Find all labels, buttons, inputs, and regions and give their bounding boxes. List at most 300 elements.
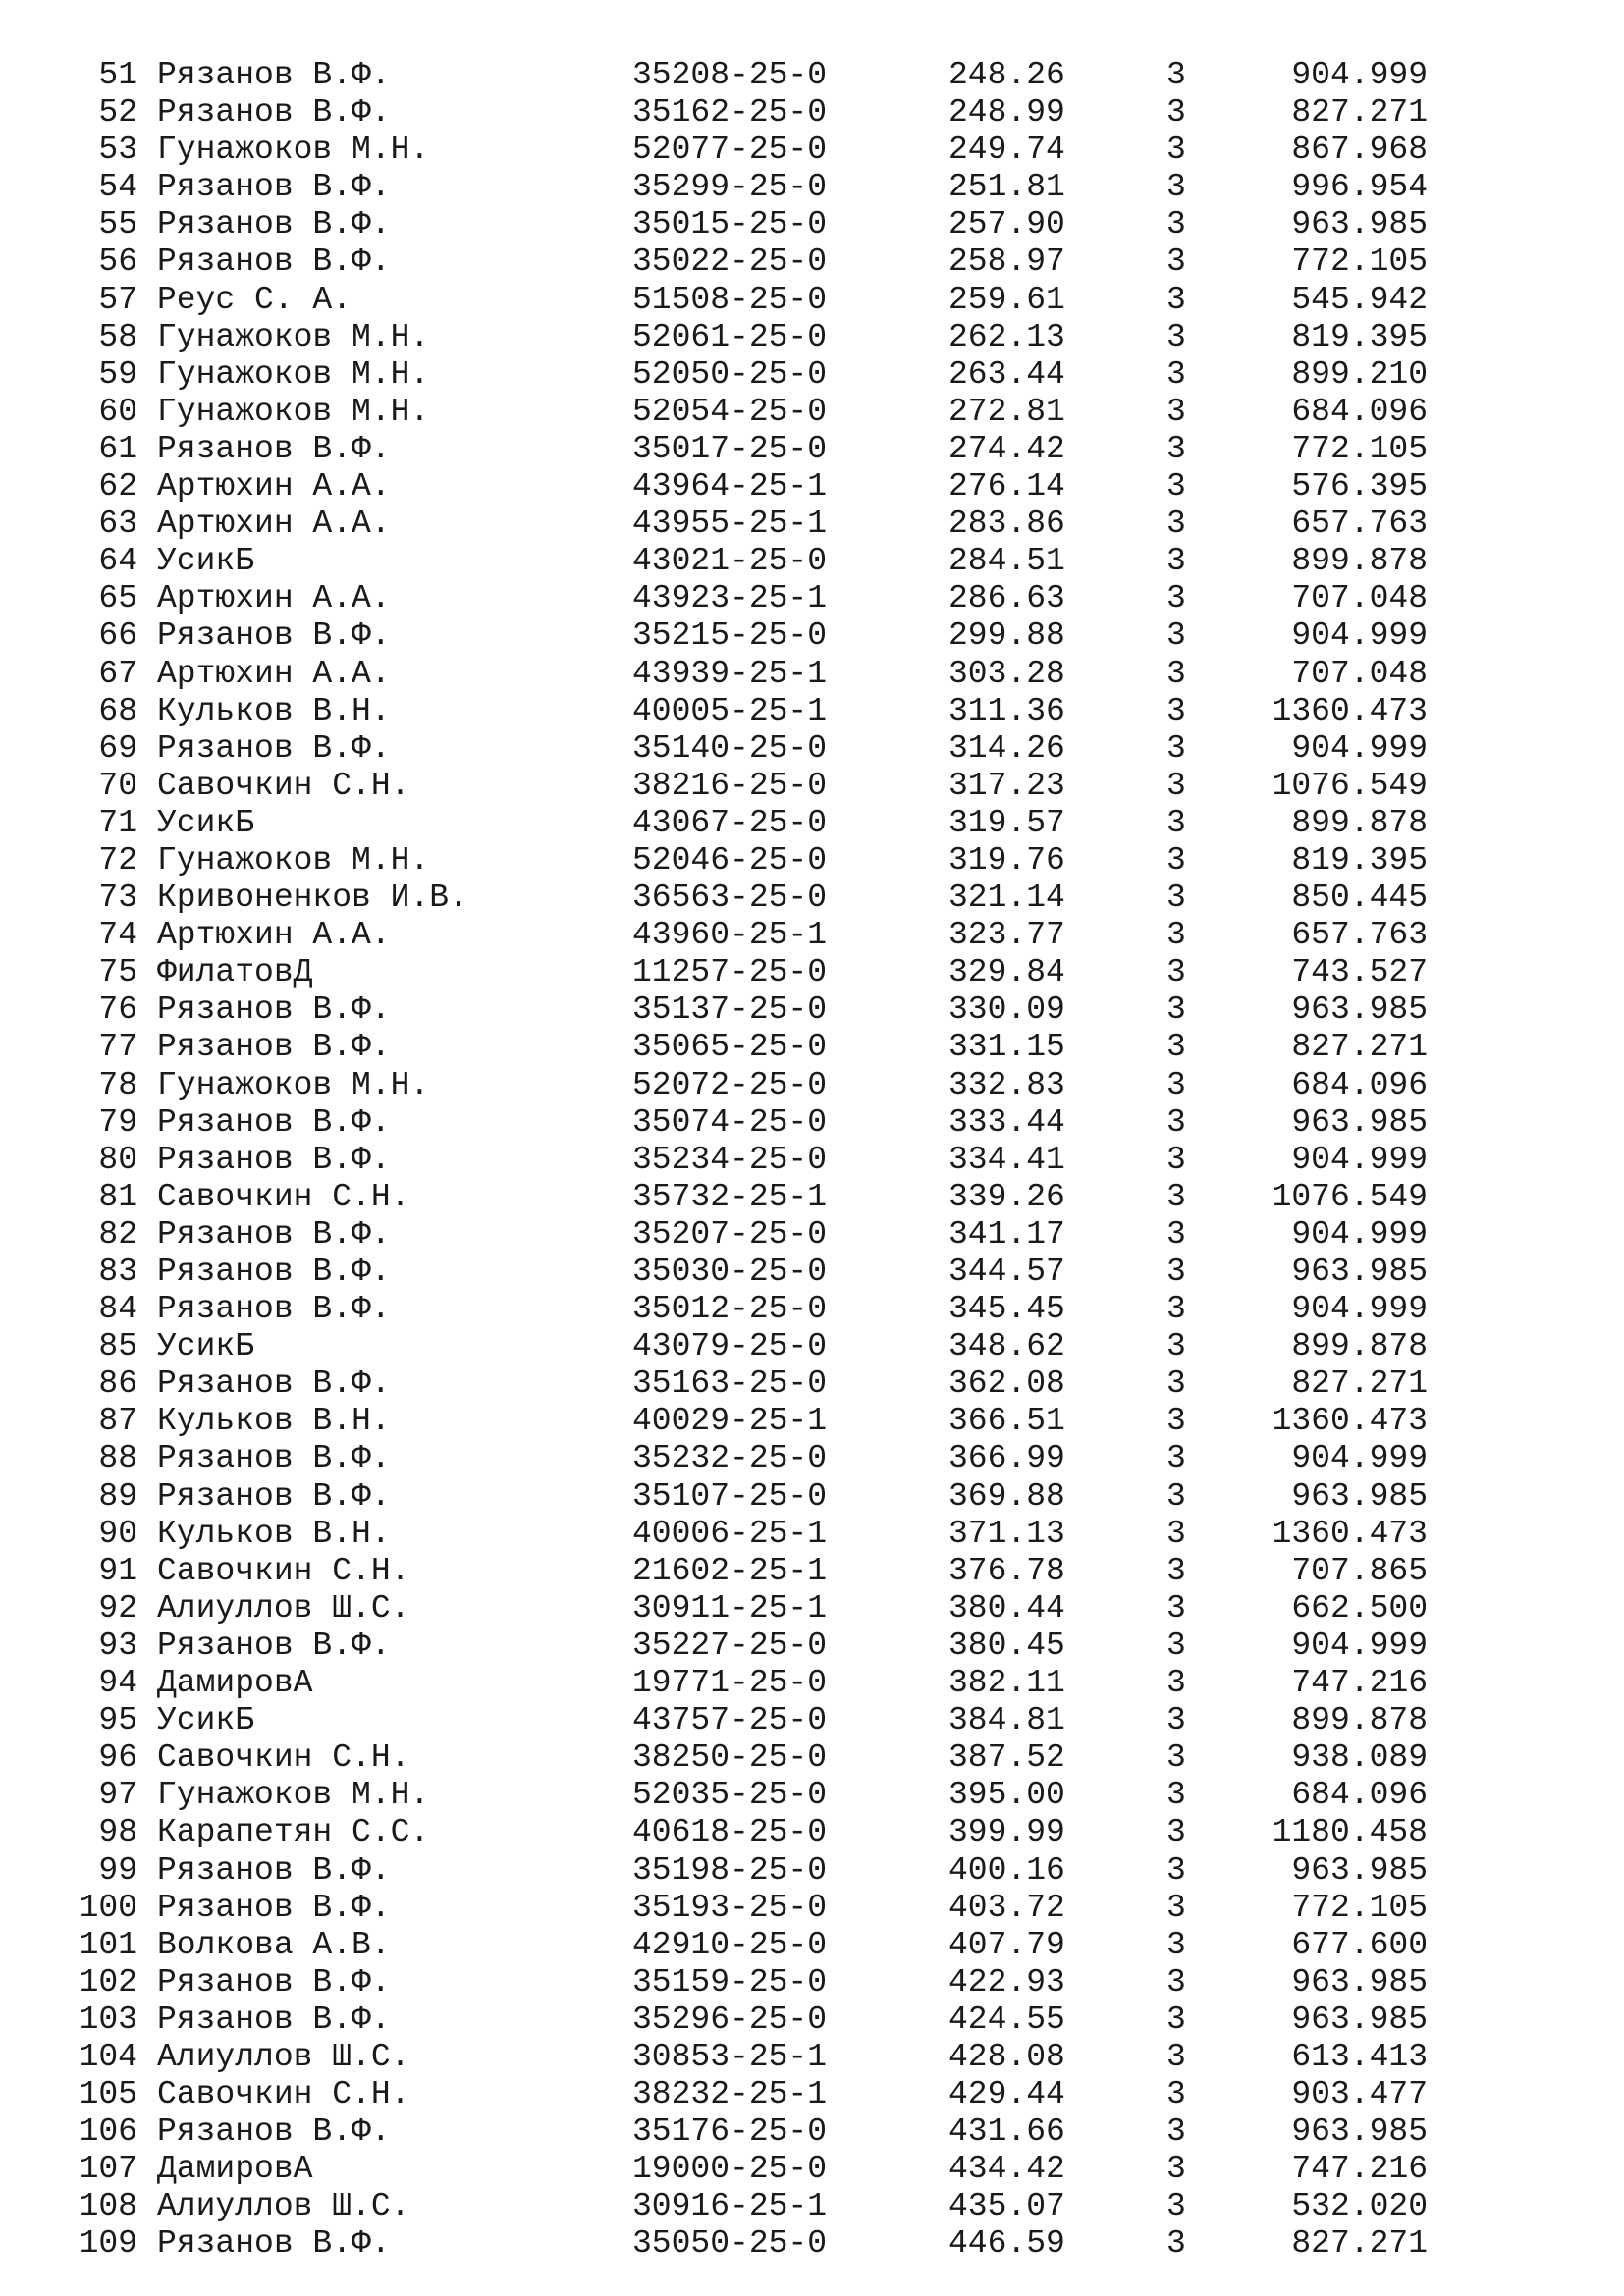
participant-name: УсикБ xyxy=(157,543,255,580)
results-table xyxy=(0,57,1624,2264)
row-number: 55 xyxy=(98,206,137,243)
participant-name: Рязанов В.Ф. xyxy=(157,1440,391,1477)
record-code: 35296-25-0 xyxy=(632,2001,828,2038)
class-value: 3 xyxy=(1166,243,1186,281)
result-value: 283.86 xyxy=(948,506,1065,543)
table-row xyxy=(0,991,1624,1029)
class-value: 3 xyxy=(1166,1254,1186,1290)
record-code: 43939-25-1 xyxy=(632,655,828,692)
class-value: 3 xyxy=(1166,991,1186,1029)
participant-name: Рязанов В.Ф. xyxy=(157,1141,391,1178)
participant-name: Гунажоков М.Н. xyxy=(157,355,430,393)
amount-value: 827.271 xyxy=(1291,1365,1428,1403)
result-value: 331.15 xyxy=(948,1029,1065,1066)
row-number: 87 xyxy=(98,1403,137,1440)
amount-value: 904.999 xyxy=(1291,729,1428,767)
record-code: 35137-25-0 xyxy=(632,991,828,1029)
table-row xyxy=(0,1216,1624,1254)
result-value: 424.55 xyxy=(948,2001,1065,2038)
row-number: 65 xyxy=(98,580,137,617)
table-row xyxy=(0,543,1624,580)
participant-name: Рязанов В.Ф. xyxy=(157,169,391,206)
amount-value: 963.985 xyxy=(1291,1254,1428,1290)
row-number: 92 xyxy=(98,1589,137,1627)
table-row xyxy=(0,768,1624,805)
result-value: 314.26 xyxy=(948,729,1065,767)
row-number: 53 xyxy=(98,132,137,169)
record-code: 35193-25-0 xyxy=(632,1889,828,1926)
result-value: 407.79 xyxy=(948,1926,1065,1963)
record-code: 43757-25-0 xyxy=(632,1702,828,1739)
table-row xyxy=(0,1702,1624,1739)
table-row xyxy=(0,1291,1624,1328)
amount-value: 899.210 xyxy=(1291,355,1428,393)
table-row xyxy=(0,1739,1624,1777)
participant-name: Савочкин С.Н. xyxy=(157,1178,410,1215)
result-value: 317.23 xyxy=(948,767,1065,804)
record-code: 35208-25-0 xyxy=(632,57,828,93)
class-value: 3 xyxy=(1166,1178,1186,1215)
amount-value: 532.020 xyxy=(1291,2188,1428,2225)
amount-value: 963.985 xyxy=(1291,2113,1428,2151)
record-code: 36563-25-0 xyxy=(632,880,828,917)
participant-name: Кульков В.Н. xyxy=(157,692,391,729)
record-code: 52054-25-0 xyxy=(632,393,828,430)
result-value: 263.44 xyxy=(948,355,1065,393)
result-value: 259.61 xyxy=(948,281,1065,318)
record-code: 21602-25-1 xyxy=(632,1552,828,1589)
amount-value: 904.999 xyxy=(1291,57,1428,93)
amount-value: 545.942 xyxy=(1291,281,1428,318)
result-value: 319.57 xyxy=(948,804,1065,841)
participant-name: Рязанов В.Ф. xyxy=(157,94,391,132)
record-code: 52061-25-0 xyxy=(632,318,828,355)
record-code: 35234-25-0 xyxy=(632,1141,828,1178)
amount-value: 684.096 xyxy=(1291,393,1428,430)
table-row xyxy=(0,1067,1624,1104)
record-code: 43964-25-1 xyxy=(632,468,828,506)
row-number: 106 xyxy=(79,2113,137,2151)
table-row xyxy=(0,805,1624,842)
amount-value: 707.048 xyxy=(1291,655,1428,692)
record-code: 35050-25-0 xyxy=(632,2225,828,2263)
table-row xyxy=(0,1029,1624,1066)
table-row xyxy=(0,1142,1624,1179)
row-number: 86 xyxy=(98,1365,137,1403)
class-value: 3 xyxy=(1166,1702,1186,1739)
table-row xyxy=(0,2002,1624,2039)
result-value: 334.41 xyxy=(948,1141,1065,1178)
participant-name: Рязанов В.Ф. xyxy=(157,1477,391,1515)
record-code: 43079-25-0 xyxy=(632,1328,828,1365)
amount-value: 747.216 xyxy=(1291,1665,1428,1702)
participant-name: Савочкин С.Н. xyxy=(157,2076,410,2113)
class-value: 3 xyxy=(1166,1889,1186,1926)
record-code: 51508-25-0 xyxy=(632,281,828,318)
record-code: 40029-25-1 xyxy=(632,1403,828,1440)
participant-name: Гунажоков М.Н. xyxy=(157,393,430,430)
class-value: 3 xyxy=(1166,580,1186,617)
table-row xyxy=(0,2113,1624,2151)
class-value: 3 xyxy=(1166,804,1186,841)
record-code: 43021-25-0 xyxy=(632,543,828,580)
result-value: 434.42 xyxy=(948,2151,1065,2188)
record-code: 38250-25-0 xyxy=(632,1739,828,1777)
record-code: 52046-25-0 xyxy=(632,841,828,879)
class-value: 3 xyxy=(1166,1589,1186,1627)
participant-name: Рязанов В.Ф. xyxy=(157,243,391,281)
table-row xyxy=(0,243,1624,281)
table-row xyxy=(0,1890,1624,1927)
participant-name: Рязанов В.Ф. xyxy=(157,729,391,767)
amount-value: 904.999 xyxy=(1291,1141,1428,1178)
record-code: 43923-25-1 xyxy=(632,580,828,617)
record-code: 30916-25-1 xyxy=(632,2188,828,2225)
amount-value: 1076.549 xyxy=(1272,1178,1428,1215)
class-value: 3 xyxy=(1166,1403,1186,1440)
record-code: 40618-25-0 xyxy=(632,1814,828,1851)
table-row xyxy=(0,580,1624,617)
class-value: 3 xyxy=(1166,1477,1186,1515)
result-value: 323.77 xyxy=(948,917,1065,954)
class-value: 3 xyxy=(1166,1103,1186,1141)
row-number: 91 xyxy=(98,1552,137,1589)
table-row xyxy=(0,1628,1624,1665)
row-number: 97 xyxy=(98,1777,137,1814)
result-value: 371.13 xyxy=(948,1515,1065,1552)
row-number: 108 xyxy=(79,2188,137,2225)
amount-value: 996.954 xyxy=(1291,169,1428,206)
class-value: 3 xyxy=(1166,57,1186,93)
result-value: 272.81 xyxy=(948,393,1065,430)
participant-name: Артюхин А.А. xyxy=(157,506,391,543)
row-number: 109 xyxy=(79,2225,137,2263)
table-row xyxy=(0,880,1624,917)
record-code: 35232-25-0 xyxy=(632,1440,828,1477)
class-value: 3 xyxy=(1166,1215,1186,1253)
record-code: 35017-25-0 xyxy=(632,430,828,467)
class-value: 3 xyxy=(1166,355,1186,393)
participant-name: Реус С. А. xyxy=(157,281,352,318)
row-number: 59 xyxy=(98,355,137,393)
participant-name: Рязанов В.Ф. xyxy=(157,1851,391,1889)
result-value: 276.14 xyxy=(948,468,1065,506)
row-number: 73 xyxy=(98,880,137,917)
row-number: 85 xyxy=(98,1328,137,1365)
class-value: 3 xyxy=(1166,1851,1186,1889)
result-value: 332.83 xyxy=(948,1066,1065,1103)
result-value: 431.66 xyxy=(948,2113,1065,2151)
result-value: 376.78 xyxy=(948,1552,1065,1589)
table-row xyxy=(0,2151,1624,2188)
table-row xyxy=(0,1254,1624,1291)
row-number: 98 xyxy=(98,1814,137,1851)
amount-value: 850.445 xyxy=(1291,880,1428,917)
record-code: 40005-25-1 xyxy=(632,692,828,729)
table-row xyxy=(0,2076,1624,2113)
result-value: 341.17 xyxy=(948,1215,1065,1253)
row-number: 57 xyxy=(98,281,137,318)
participant-name: Кульков В.Н. xyxy=(157,1403,391,1440)
record-code: 19771-25-0 xyxy=(632,1665,828,1702)
record-code: 35140-25-0 xyxy=(632,729,828,767)
amount-value: 743.527 xyxy=(1291,954,1428,991)
participant-name: УсикБ xyxy=(157,1328,255,1365)
record-code: 42910-25-0 xyxy=(632,1926,828,1963)
class-value: 3 xyxy=(1166,393,1186,430)
class-value: 3 xyxy=(1166,132,1186,169)
amount-value: 963.985 xyxy=(1291,2001,1428,2038)
class-value: 3 xyxy=(1166,1926,1186,1963)
record-code: 35215-25-0 xyxy=(632,617,828,655)
class-value: 3 xyxy=(1166,841,1186,879)
participant-name: Рязанов В.Ф. xyxy=(157,2225,391,2263)
table-row xyxy=(0,356,1624,394)
participant-name: Алиуллов Ш.С. xyxy=(157,1589,410,1627)
class-value: 3 xyxy=(1166,655,1186,692)
amount-value: 1360.473 xyxy=(1272,1515,1428,1552)
result-value: 422.93 xyxy=(948,1963,1065,2001)
result-value: 403.72 xyxy=(948,1889,1065,1926)
result-value: 382.11 xyxy=(948,1665,1065,1702)
result-value: 333.44 xyxy=(948,1103,1065,1141)
row-number: 52 xyxy=(98,94,137,132)
table-row xyxy=(0,1927,1624,1964)
class-value: 3 xyxy=(1166,543,1186,580)
class-value: 3 xyxy=(1166,729,1186,767)
table-row xyxy=(0,169,1624,206)
row-number: 70 xyxy=(98,767,137,804)
table-row xyxy=(0,2039,1624,2076)
class-value: 3 xyxy=(1166,1029,1186,1066)
table-row xyxy=(0,206,1624,243)
result-value: 344.57 xyxy=(948,1254,1065,1290)
amount-value: 899.878 xyxy=(1291,1702,1428,1739)
amount-value: 657.763 xyxy=(1291,917,1428,954)
result-value: 248.99 xyxy=(948,94,1065,132)
class-value: 3 xyxy=(1166,506,1186,543)
row-number: 93 xyxy=(98,1627,137,1664)
table-row xyxy=(0,1665,1624,1702)
participant-name: Рязанов В.Ф. xyxy=(157,2113,391,2151)
class-value: 3 xyxy=(1166,1665,1186,1702)
record-code: 35159-25-0 xyxy=(632,1963,828,2001)
amount-value: 819.395 xyxy=(1291,318,1428,355)
amount-value: 904.999 xyxy=(1291,617,1428,655)
amount-value: 1360.473 xyxy=(1272,692,1428,729)
result-value: 286.63 xyxy=(948,580,1065,617)
amount-value: 819.395 xyxy=(1291,841,1428,879)
result-value: 330.09 xyxy=(948,991,1065,1029)
result-value: 319.76 xyxy=(948,841,1065,879)
record-code: 35198-25-0 xyxy=(632,1851,828,1889)
result-value: 284.51 xyxy=(948,543,1065,580)
row-number: 67 xyxy=(98,655,137,692)
participant-name: Волкова А.В. xyxy=(157,1926,391,1963)
row-number: 88 xyxy=(98,1440,137,1477)
table-row xyxy=(0,94,1624,132)
class-value: 3 xyxy=(1166,1515,1186,1552)
table-row xyxy=(0,730,1624,768)
class-value: 3 xyxy=(1166,1066,1186,1103)
result-value: 362.08 xyxy=(948,1365,1065,1403)
result-value: 428.08 xyxy=(948,2038,1065,2075)
result-value: 366.51 xyxy=(948,1403,1065,1440)
amount-value: 707.865 xyxy=(1291,1552,1428,1589)
amount-value: 963.985 xyxy=(1291,991,1428,1029)
class-value: 3 xyxy=(1166,2188,1186,2225)
result-value: 380.44 xyxy=(948,1589,1065,1627)
table-row xyxy=(0,282,1624,319)
record-code: 35065-25-0 xyxy=(632,1029,828,1066)
table-row xyxy=(0,394,1624,431)
table-row xyxy=(0,1553,1624,1590)
record-code: 35207-25-0 xyxy=(632,1215,828,1253)
table-row xyxy=(0,1179,1624,1216)
participant-name: Рязанов В.Ф. xyxy=(157,1889,391,1926)
participant-name: УсикБ xyxy=(157,1702,255,1739)
row-number: 104 xyxy=(79,2038,137,2075)
record-code: 35176-25-0 xyxy=(632,2113,828,2151)
amount-value: 899.878 xyxy=(1291,1328,1428,1365)
class-value: 3 xyxy=(1166,2225,1186,2263)
class-value: 3 xyxy=(1166,1552,1186,1589)
amount-value: 576.395 xyxy=(1291,468,1428,506)
result-value: 258.97 xyxy=(948,243,1065,281)
participant-name: Рязанов В.Ф. xyxy=(157,617,391,655)
participant-name: Артюхин А.А. xyxy=(157,468,391,506)
row-number: 102 xyxy=(79,1963,137,2001)
class-value: 3 xyxy=(1166,1141,1186,1178)
record-code: 35022-25-0 xyxy=(632,243,828,281)
result-value: 345.45 xyxy=(948,1291,1065,1328)
class-value: 3 xyxy=(1166,1777,1186,1814)
class-value: 3 xyxy=(1166,1739,1186,1777)
record-code: 38216-25-0 xyxy=(632,767,828,804)
row-number: 74 xyxy=(98,917,137,954)
table-row xyxy=(0,1964,1624,2002)
table-row xyxy=(0,1516,1624,1553)
amount-value: 772.105 xyxy=(1291,1889,1428,1926)
record-code: 52072-25-0 xyxy=(632,1066,828,1103)
table-row xyxy=(0,506,1624,543)
amount-value: 899.878 xyxy=(1291,543,1428,580)
result-value: 248.26 xyxy=(948,57,1065,93)
class-value: 3 xyxy=(1166,1814,1186,1851)
table-row xyxy=(0,2188,1624,2225)
amount-value: 904.999 xyxy=(1291,1627,1428,1664)
record-code: 40006-25-1 xyxy=(632,1515,828,1552)
row-number: 103 xyxy=(79,2001,137,2038)
row-number: 68 xyxy=(98,692,137,729)
participant-name: Рязанов В.Ф. xyxy=(157,1103,391,1141)
table-row xyxy=(0,1403,1624,1440)
participant-name: Карапетян С.С. xyxy=(157,1814,430,1851)
row-number: 71 xyxy=(98,804,137,841)
class-value: 3 xyxy=(1166,281,1186,318)
participant-name: Артюхин А.А. xyxy=(157,655,391,692)
record-code: 35107-25-0 xyxy=(632,1477,828,1515)
record-code: 35299-25-0 xyxy=(632,169,828,206)
class-value: 3 xyxy=(1166,2113,1186,2151)
result-value: 262.13 xyxy=(948,318,1065,355)
row-number: 79 xyxy=(98,1103,137,1141)
amount-value: 662.500 xyxy=(1291,1589,1428,1627)
participant-name: УсикБ xyxy=(157,804,255,841)
row-number: 107 xyxy=(79,2151,137,2188)
row-number: 62 xyxy=(98,468,137,506)
participant-name: Гунажоков М.Н. xyxy=(157,841,430,879)
class-value: 3 xyxy=(1166,692,1186,729)
record-code: 52050-25-0 xyxy=(632,355,828,393)
table-row xyxy=(0,656,1624,693)
participant-name: Алиуллов Ш.С. xyxy=(157,2188,410,2225)
record-code: 52077-25-0 xyxy=(632,132,828,169)
class-value: 3 xyxy=(1166,1963,1186,2001)
row-number: 61 xyxy=(98,430,137,467)
row-number: 90 xyxy=(98,1515,137,1552)
class-value: 3 xyxy=(1166,1627,1186,1664)
amount-value: 963.985 xyxy=(1291,1963,1428,2001)
participant-name: Рязанов В.Ф. xyxy=(157,1215,391,1253)
amount-value: 1180.458 xyxy=(1272,1814,1428,1851)
result-value: 251.81 xyxy=(948,169,1065,206)
amount-value: 904.999 xyxy=(1291,1291,1428,1328)
participant-name: Савочкин С.Н. xyxy=(157,767,410,804)
result-value: 429.44 xyxy=(948,2076,1065,2113)
result-value: 329.84 xyxy=(948,954,1065,991)
participant-name: ДамировА xyxy=(157,2151,313,2188)
row-number: 77 xyxy=(98,1029,137,1066)
class-value: 3 xyxy=(1166,206,1186,243)
amount-value: 867.968 xyxy=(1291,132,1428,169)
participant-name: Савочкин С.Н. xyxy=(157,1739,410,1777)
participant-name: Рязанов В.Ф. xyxy=(157,1963,391,2001)
record-code: 11257-25-0 xyxy=(632,954,828,991)
class-value: 3 xyxy=(1166,2076,1186,2113)
class-value: 3 xyxy=(1166,917,1186,954)
result-value: 257.90 xyxy=(948,206,1065,243)
record-code: 35163-25-0 xyxy=(632,1365,828,1403)
result-value: 435.07 xyxy=(948,2188,1065,2225)
result-value: 311.36 xyxy=(948,692,1065,729)
row-number: 72 xyxy=(98,841,137,879)
participant-name: Рязанов В.Ф. xyxy=(157,1627,391,1664)
participant-name: Рязанов В.Ф. xyxy=(157,430,391,467)
participant-name: Рязанов В.Ф. xyxy=(157,1254,391,1290)
participant-name: Рязанов В.Ф. xyxy=(157,1029,391,1066)
participant-name: Рязанов В.Ф. xyxy=(157,1365,391,1403)
row-number: 100 xyxy=(79,1889,137,1926)
result-value: 446.59 xyxy=(948,2225,1065,2263)
participant-name: Рязанов В.Ф. xyxy=(157,206,391,243)
participant-name: Рязанов В.Ф. xyxy=(157,57,391,93)
class-value: 3 xyxy=(1166,169,1186,206)
amount-value: 938.089 xyxy=(1291,1739,1428,1777)
table-row xyxy=(0,1365,1624,1403)
table-row xyxy=(0,1440,1624,1477)
participant-name: Артюхин А.А. xyxy=(157,917,391,954)
participant-name: ФилатовД xyxy=(157,954,313,991)
row-number: 69 xyxy=(98,729,137,767)
result-value: 380.45 xyxy=(948,1627,1065,1664)
record-code: 19000-25-0 xyxy=(632,2151,828,2188)
table-row xyxy=(0,1104,1624,1142)
participant-name: Кульков В.Н. xyxy=(157,1515,391,1552)
row-number: 64 xyxy=(98,543,137,580)
class-value: 3 xyxy=(1166,767,1186,804)
row-number: 66 xyxy=(98,617,137,655)
